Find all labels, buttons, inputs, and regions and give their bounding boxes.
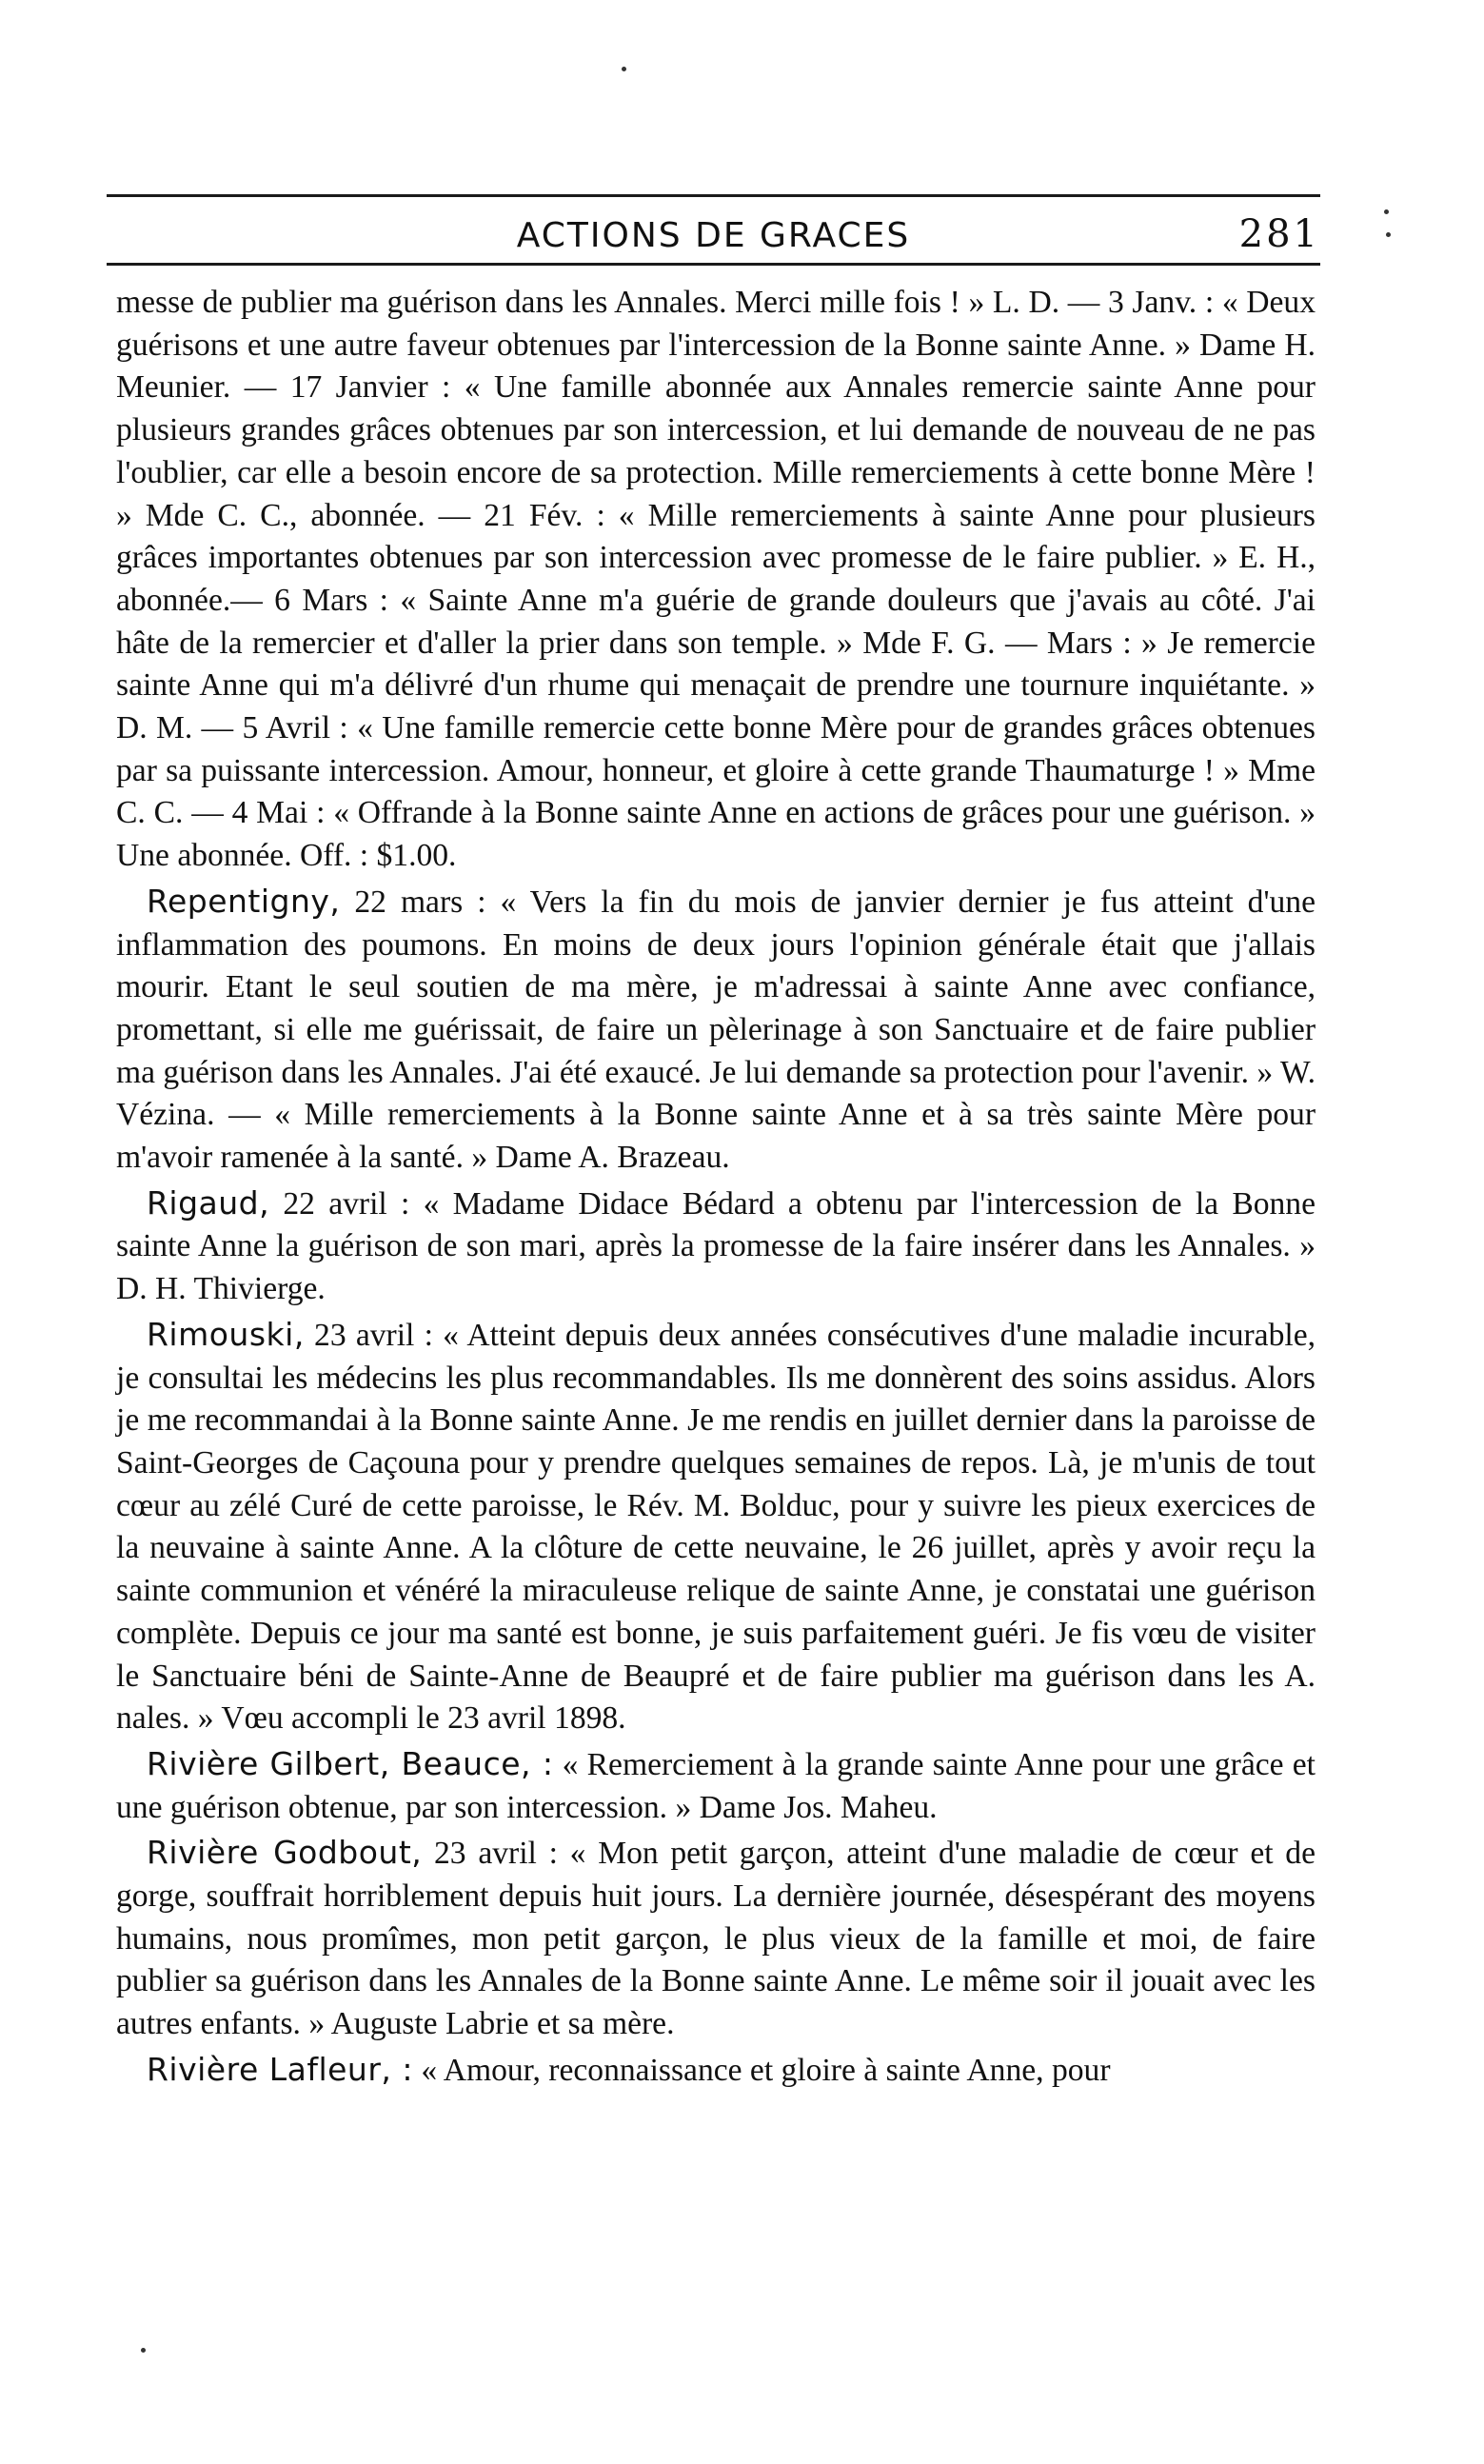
paragraph-text: 23 avril : « Mon petit garçon, atteint d'une maladie de cœur et de gorge, souffrait horriblement depuis huit jours. La dernière journée, désespérant des moyens humains, nous promîmes, mon petit garçon, le plus vieux de la famille et moi, de faire publier sa guérison dans les Annales de la Bonne sainte Anne. Le même soir il jouait avec les autres enfants. » Auguste Labrie et sa mère. bbox=[116, 1836, 1316, 2042]
paragraph-text: messe de publier ma guérison dans les Annales. Merci mille fois ! » L. D. — 3 Janv. : « Deux guérisons et une autre faveur obtenues par l'intercession de la Bonne sainte Anne. » Dame H. Meunier. — 17 Janvier : « Une famille abonnée aux Annales remercie sainte Anne pour plusieurs grandes grâces obtenues par son intercession, et lui demande de nouveau de ne pas l'oublier, car elle a besoin encore de sa protection. Mille remerciements à cette bonne Mère ! » Mde C. C., abonnée. — 21 Fév. : « Mille remerciements à sainte Anne pour plusieurs grâces importantes obtenues par son intercession avec promesse de le faire publier. » E. H., abonnée.— 6 Mars : « Sainte Anne m'a guérie de grande douleurs que j'avais au côté. J'ai hâte de la remercier et d'aller la prier dans son temple. » Mde F. G. — Mars : » Je remercie sainte Anne qui m'a délivré d'un rhume qui menaçait de prendre une tournure inquiétante. » D. M. — 5 Avril : « Une famille remercie cette bonne Mère pour de grandes grâces obtenues par sa puissante intercession. Amour, honneur, et gloire à cette grande Thaumaturge ! » Mme C. C. — 4 Mai : « Offrande à la Bonne sainte Anne en actions de grâces pour une guérison. » Une abonnée. Off. : $1.00. bbox=[116, 285, 1316, 874]
running-head: ACTIONS DE GRACES bbox=[516, 216, 911, 255]
header-bottom-rule bbox=[107, 263, 1320, 266]
header-top-rule bbox=[107, 194, 1320, 197]
page-number: 281 bbox=[1238, 212, 1320, 256]
speck bbox=[141, 2348, 146, 2353]
paragraph-text: 22 avril : « Madame Didace Bédard a obtenu par l'intercession de la Bonne sainte Anne la guérison de son mari, après la promesse de la faire insérer dans les Annales. » D. H. Thivierge. bbox=[116, 1185, 1316, 1307]
place-name: Rivière Lafleur, : bbox=[147, 2050, 414, 2088]
place-name: Rimouski, bbox=[147, 1315, 305, 1353]
paragraph-continuation bbox=[116, 282, 1316, 878]
paragraph-text: « Remerciement à la grande sainte Anne pour une grâce et une guérison obtenue, par son intercession. » Dame Jos. Maheu. bbox=[116, 1746, 1316, 1825]
body-text bbox=[116, 282, 1316, 2093]
speck bbox=[1384, 209, 1389, 214]
place-name: Repentigny, bbox=[147, 882, 341, 920]
paragraph-repentigny bbox=[116, 881, 1316, 1180]
paragraph-riviere-lafleur bbox=[116, 2049, 1316, 2093]
paragraph-text: 22 mars : « Vers la fin du mois de janvier dernier je fus atteint d'une inflammation des poumons. En moins de deux jours l'opinion générale était que j'allais mourir. Etant le seul soutien de ma mère, je m'adressai à sainte Anne avec confiance, promettant, si elle me guérissait, de faire un pèlerinage à son Sanctuaire et de faire publier ma guérison dans les Annales. J'ai été exaucé. Je lui demande sa protection pour l'avenir. » W. Vézina. — « Mille remerciements à la Bonne sainte Anne et à sa très sainte Mère pour m'avoir ramenée à la santé. » Dame A. Brazeau. bbox=[116, 884, 1316, 1176]
paragraph-text: 23 avril : « Atteint depuis deux années consécutives d'une maladie incurable, je consultai les médecins les plus recommandables. Ils me donnèrent des soins assidus. Alors je me recommandai à la Bonne sainte Anne. Je me rendis en juillet dernier dans la paroisse de Saint-Georges de Caçouna pour y prendre quelques semaines de repos. Là, je m'unis de tout cœur au zélé Curé de cette paroisse, le Rév. M. Bolduc, pour y suivre les pieux exercices de la neuvaine à sainte Anne. A la clôture de cette neuvaine, le 26 juillet, après y avoir reçu la sainte communion et vénéré la miraculeuse relique de sainte Anne, je constatai une guérison complète. Depuis ce jour ma santé est bonne, je suis parfaitement guéri. Je fis vœu de visiter le Sanctuaire béni de Sainte-Anne de Beaupré et de faire publier ma guérison dans les A. nales. » Vœu accompli le 23 avril 1898. bbox=[116, 1317, 1316, 1737]
paragraph-riviere-godbout bbox=[116, 1832, 1316, 2046]
place-name: Rivière Godbout, bbox=[147, 1834, 423, 1872]
paragraph-rigaud bbox=[116, 1182, 1316, 1311]
paragraph-text: « Amour, reconnaissance et gloire à sainte Anne, pour bbox=[413, 2052, 1111, 2088]
speck bbox=[622, 67, 626, 71]
place-name: Rivière Gilbert, Beauce, : bbox=[147, 1744, 554, 1782]
paragraph-riviere-gilbert bbox=[116, 1743, 1316, 1829]
speck bbox=[1386, 232, 1391, 237]
paragraph-rimouski bbox=[116, 1314, 1316, 1740]
place-name: Rigaud, bbox=[147, 1183, 270, 1222]
